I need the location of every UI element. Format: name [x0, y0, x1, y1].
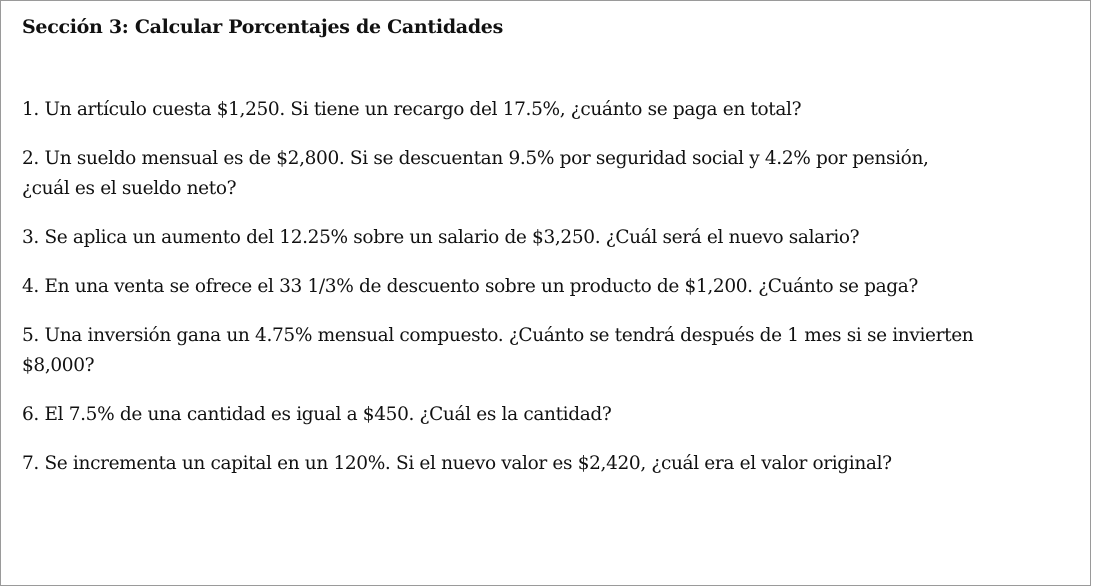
question-5: 5. Una inversión gana un 4.75% mensual compuesto. ¿Cuánto se tendrá después de 1 mes si se invierten $8,000? [22, 325, 974, 376]
question-3: 3. Se aplica un aumento del 12.25% sobre un salario de $3,250. ¿Cuál será el nuevo salario? [22, 227, 860, 248]
question-1: 1. Un artículo cuesta $1,250. Si tiene un recargo del 17.5%, ¿cuánto se paga en total? [22, 99, 802, 120]
question-2: 2. Un sueldo mensual es de $2,800. Si se descuentan 9.5% por seguridad social y 4.2% por pensión, ¿cuál es el sueldo neto? [22, 148, 929, 199]
question-6: 6. El 7.5% de una cantidad es igual a $450. ¿Cuál es la cantidad? [22, 404, 612, 425]
question-4: 4. En una venta se ofrece el 33 1/3% de descuento sobre un producto de $1,200. ¿Cuánto se paga? [22, 276, 919, 297]
section-title: Sección 3: Calcular Porcentajes de Cantidades [22, 16, 503, 38]
question-7: 7. Se incrementa un capital en un 120%. Si el nuevo valor es $2,420, ¿cuál era el valor original? [22, 453, 892, 474]
question-list [22, 95, 1072, 498]
